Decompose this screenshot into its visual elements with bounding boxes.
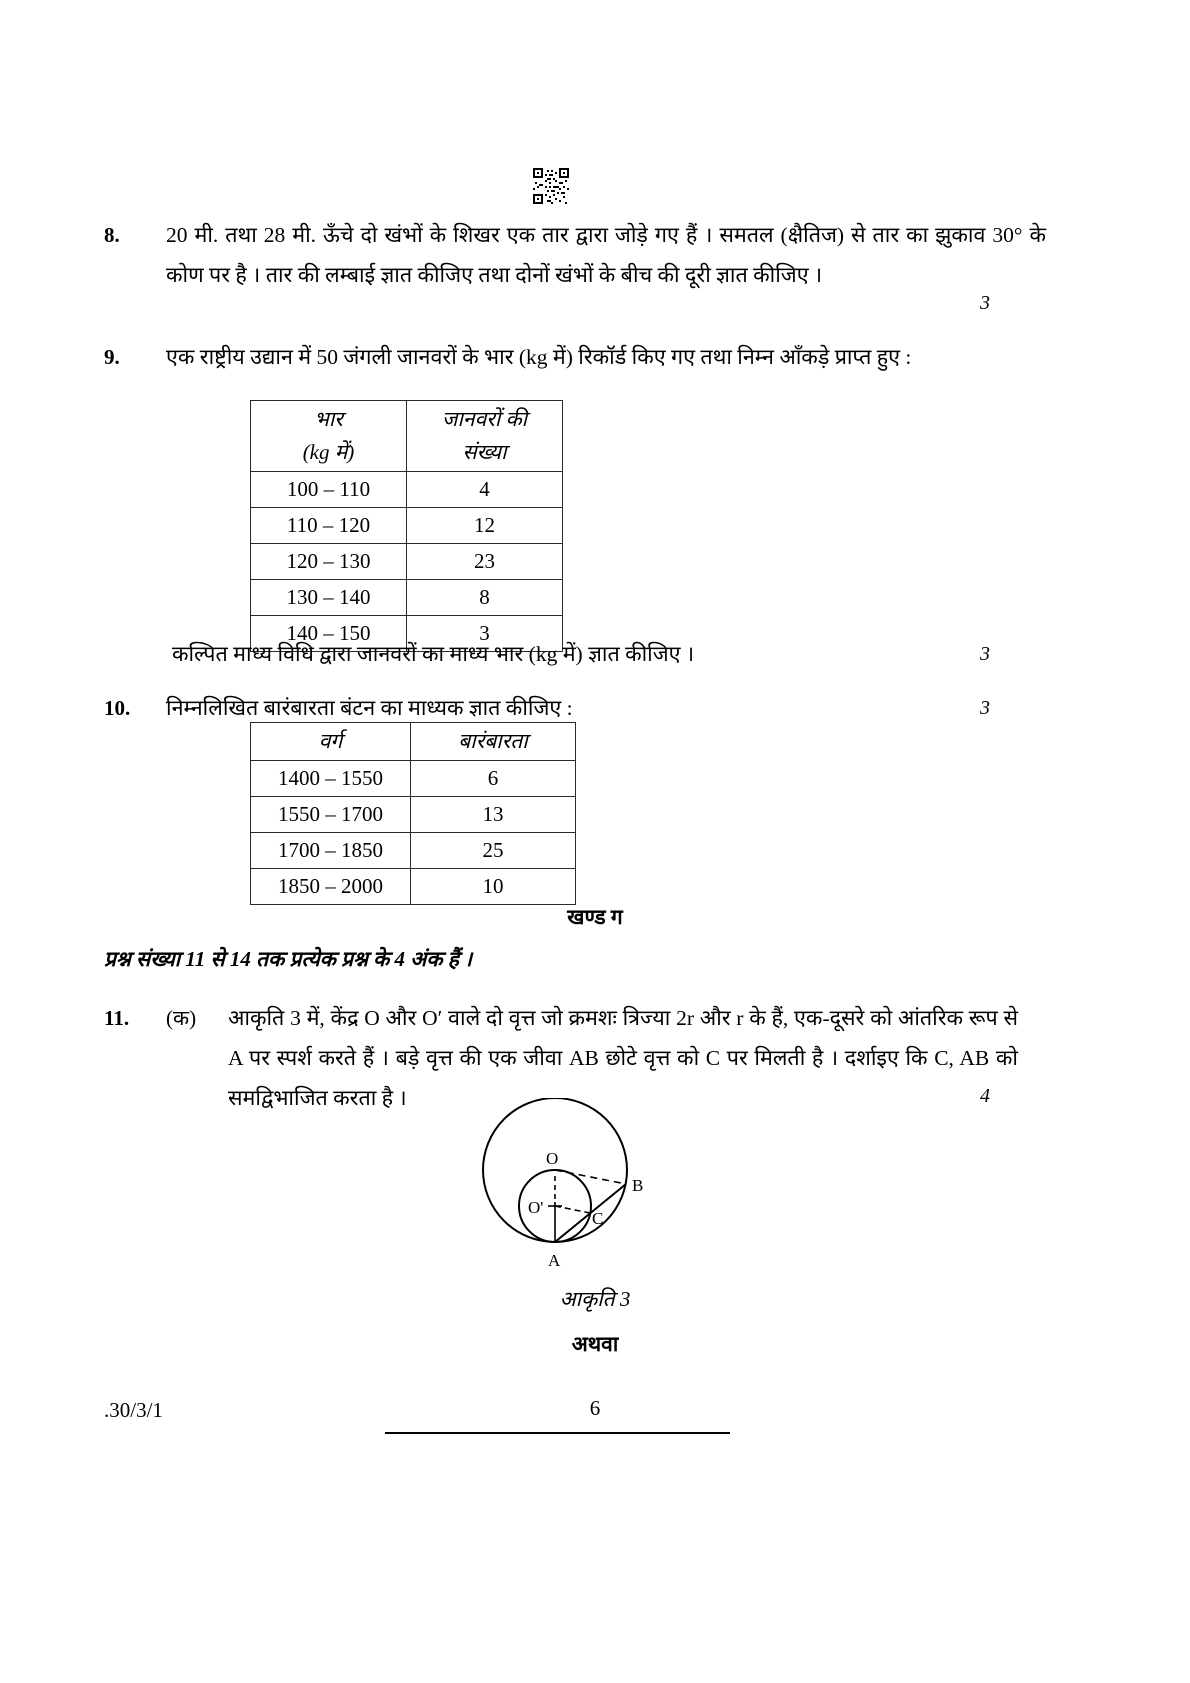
weights-table-header-count [407, 401, 563, 472]
question-9 [104, 337, 1064, 377]
table-row [251, 472, 563, 508]
weights-table [250, 400, 563, 652]
table-row [251, 869, 576, 905]
label-c: C [592, 1209, 604, 1228]
label-o-prime: O' [528, 1198, 544, 1217]
label-b: B [632, 1176, 644, 1195]
weights-table-header-weight [251, 401, 407, 472]
section-instruction: प्रश्न संख्या 11 से 14 तक प्रत्येक प्रश्न के 4 अंक हैं । [104, 947, 473, 971]
table-row [251, 580, 563, 616]
question-9-marks: 3 [980, 643, 990, 665]
table-row [251, 761, 576, 797]
question-11-number: 11. [104, 1006, 130, 1030]
frequency-count: 10 [411, 869, 576, 905]
frequency-interval: 1400 – 1550 [251, 761, 411, 797]
weights-interval: 130 – 140 [251, 580, 407, 616]
question-11-marks: 4 [980, 1085, 990, 1107]
question-8 [104, 215, 1064, 295]
table-header-row [251, 401, 563, 472]
segment-oc [555, 1206, 590, 1213]
table-row [251, 508, 563, 544]
question-9-followup: कल्पित माध्य विधि द्वारा जानवरों का माध्य भार (kg में) ज्ञात कीजिए । [172, 642, 695, 666]
weights-header-line2: (kg में) [302, 440, 355, 464]
weights-header-line1: भार [314, 407, 343, 431]
frequency-table-header-frequency: बारंबारता [411, 723, 576, 761]
table-header-row [251, 723, 576, 761]
table-row [251, 833, 576, 869]
qr-code-icon [533, 168, 569, 204]
weights-interval: 100 – 110 [251, 472, 407, 508]
question-8-text: 20 मी. तथा 28 मी. ऊँचे दो खंभों के शिखर एक तार द्वारा जोड़े गए हैं । समतल (क्षैतिज) से तार का झुकाव 30° के कोण पर है । तार की लम्बाई ज्ञात कीजिए तथा दोनों खंभों के बीच की दूरी ज्ञात कीजिए । [166, 223, 1046, 287]
frequency-count: 25 [411, 833, 576, 869]
section-heading: खण्ड ग [567, 905, 623, 929]
question-9-text: एक राष्ट्रीय उद्यान में 50 जंगली जानवरों के भार (kg में) रिकॉर्ड किए गए तथा निम्न आँकड़े प्राप्त हुए : [166, 345, 912, 369]
frequency-count: 6 [411, 761, 576, 797]
weights-interval: 120 – 130 [251, 544, 407, 580]
frequency-table-header-class: वर्ग [251, 723, 411, 761]
question-10-text: निम्नलिखित बारंबारता बंटन का माध्यक ज्ञात कीजिए : [166, 696, 573, 720]
frequency-interval: 1850 – 2000 [251, 869, 411, 905]
question-10-marks: 3 [980, 697, 990, 719]
question-9-number: 9. [104, 345, 120, 369]
weights-count: 3 [407, 616, 563, 652]
label-o: O [546, 1149, 559, 1168]
figure-caption: आकृति 3 [559, 1287, 631, 1311]
question-8-number: 8. [104, 223, 120, 247]
footer-divider [385, 1432, 730, 1434]
circles-figure [440, 1098, 670, 1278]
weights-count: 23 [407, 544, 563, 580]
weights-count: 4 [407, 472, 563, 508]
count-header-line2: संख्या [462, 440, 507, 464]
weights-interval: 140 – 150 [251, 616, 407, 652]
table-row [251, 797, 576, 833]
frequency-interval: 1550 – 1700 [251, 797, 411, 833]
question-11-sub-label: (क) [166, 1006, 197, 1030]
weights-interval: 110 – 120 [251, 508, 407, 544]
question-11-text: आकृति 3 में, केंद्र O और O′ वाले दो वृत्त जो क्रमशः त्रिज्या 2r और r के हैं, एक-दूसरे को आंतरिक रूप से A पर स्पर्श करते हैं । बड़े वृत्त की एक जीवा AB छोटे वृत्त को C पर मिलती है । दर्शाइए कि C, AB को समद्विभाजित करता है । [228, 1006, 1018, 1110]
weights-count: 8 [407, 580, 563, 616]
question-8-marks: 3 [980, 292, 990, 314]
frequency-count: 13 [411, 797, 576, 833]
paper-code: .30/3/1 [104, 1398, 163, 1422]
frequency-table [250, 722, 576, 905]
question-10 [104, 688, 1064, 728]
frequency-interval: 1700 – 1850 [251, 833, 411, 869]
table-row [251, 544, 563, 580]
alternative-label: अथवा [571, 1332, 619, 1356]
count-header-line1: जानवरों की [441, 407, 528, 431]
page-number: 6 [589, 1396, 601, 1420]
weights-count: 12 [407, 508, 563, 544]
question-10-number: 10. [104, 696, 131, 720]
label-a: A [548, 1251, 561, 1270]
